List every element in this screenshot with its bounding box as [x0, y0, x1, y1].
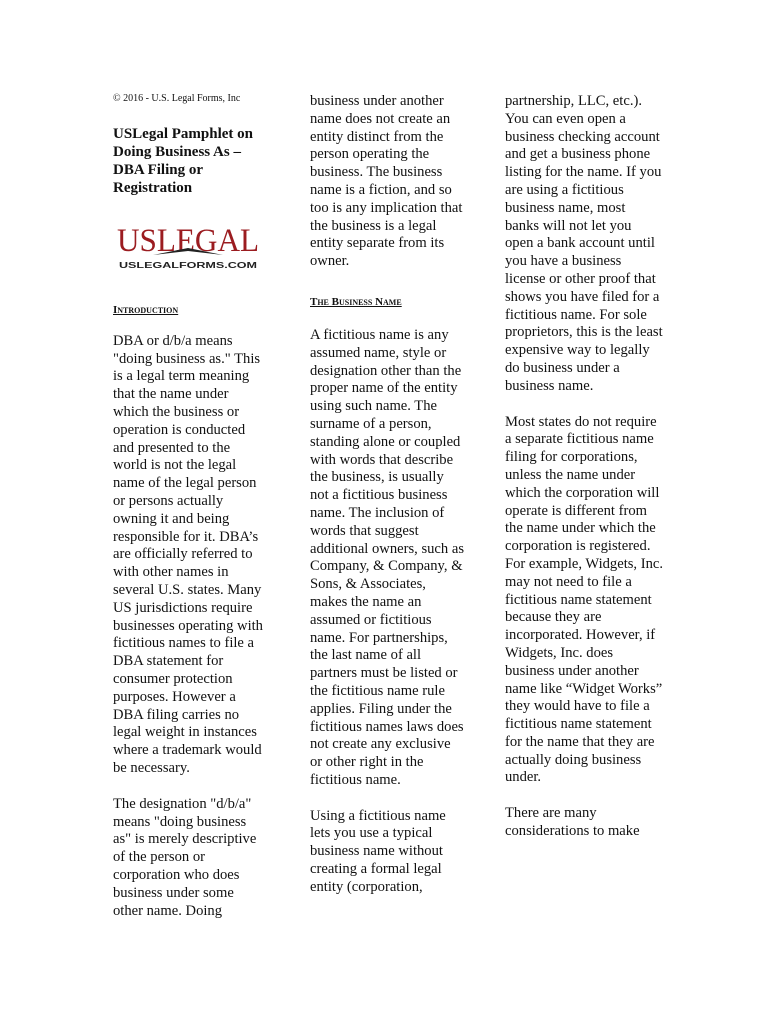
- intro-paragraph-1: DBA or d/b/a means "doing business as." This is a legal term meaning that the name under which the business or operation is conducted and presented to the world is not the legal name of the legal person or persons actually owning it and being responsible for it. DBA’s are officially referred to with other names in several U.S. states. Many US jurisdictions require businesses operating with fictitious names to file a DBA statement for consumer protection purposes. However a DBA filing carries no legal weight in instances where a trademark would be necessary.: [113, 332, 263, 776]
- column-1: [113, 93, 267, 938]
- business-name-paragraph-3: Most states do not require a separate fictitious name filing for corporations, unless the name under which the corporation will operate is different from the name under which the corporation is registered. For example, Widgets, Inc. may not need to file a fictitious name statement because they are incorporated. However, if Widgets, Inc. does business under another name like “Widget Works” they would have to file a fictitious name statement for the name that they are actually doing business under.: [505, 413, 664, 786]
- column-2: [310, 93, 464, 915]
- business-name-paragraph-2-end: partnership, LLC, etc.). You can even open a business checking account and get a business phone listing for the name. If you are using a fictitious business name, most banks will not let you open a bank account until you have a business license or other proof that shows you have filed for a fictitious name. For sole proprietors, this is the least expensive way to legally do business under a business name.: [505, 93, 663, 394]
- introduction-heading: Introduction: [113, 303, 179, 316]
- business-name-paragraph-2-start: Using a fictitious name lets you use a typical business name without creating a formal legal entity (corporation,: [310, 807, 446, 895]
- uslegal-logo: [113, 215, 263, 275]
- intro-paragraph-2-end: business under another name does not create an entity distinct from the person operating the business. The business name is a fiction, and so too is any implication that the business is a legal entity separate from its owner.: [310, 93, 463, 270]
- intro-paragraph-2-start: The designation "d/b/a" means "doing business as" is merely descriptive of the person or corporation who does business under some other name. Doing: [113, 795, 257, 919]
- business-name-heading: The Business Name: [310, 295, 402, 308]
- logo-url-text: USLEGALFORMS.COM: [119, 261, 258, 270]
- copyright-notice: © 2016 - U.S. Legal Forms, Inc: [113, 93, 241, 104]
- business-name-paragraph-4: There are many considerations to make: [505, 805, 640, 840]
- document-title: USLegal Pamphlet on Doing Business As – DBA Filing or Registration: [113, 126, 254, 196]
- logo-brand-text: USLEGAL: [117, 223, 259, 259]
- column-3: [505, 93, 663, 859]
- business-name-paragraph-1: A fictitious name is any assumed name, style or designation other than the proper name of the entity using such name. The surname of a person, standing alone or coupled with words that describe the business, is usually not a fictitious business name. The inclusion of words that suggest additional owners, such as Company, & Company, & Sons, & Associates, makes the name an assumed or fictitious name. For partnerships, the last name of all partners must be listed or the fictitious name rule applies. Filing under the fictitious names laws does not create any exclusive or other right in the fictitious name.: [310, 326, 465, 788]
